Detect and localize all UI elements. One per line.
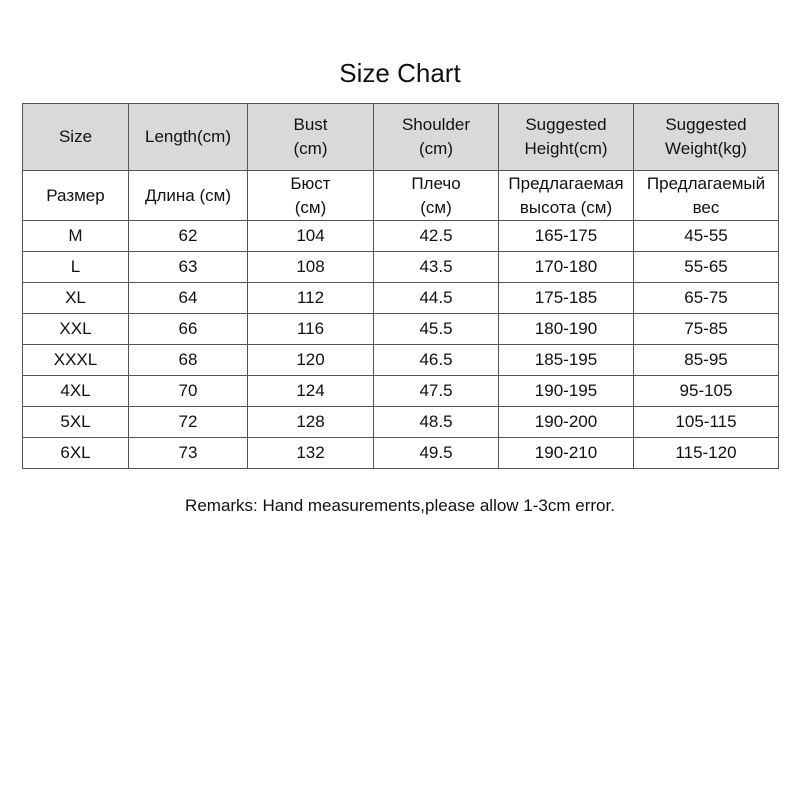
weight-cell: 85-95 [634,345,779,376]
header-text: Length(cm) [145,127,231,146]
size-cell: 6XL [23,438,129,469]
header-unit: вес [692,197,720,217]
table-row [23,345,779,376]
bust-cell: 112 [248,283,374,314]
table-row [23,252,779,283]
bust-cell: 116 [248,314,374,345]
height-cell: 190-195 [499,376,634,407]
bust-cell: 128 [248,407,374,438]
size-cell: L [23,252,129,283]
shoulder-cell: 47.5 [374,376,499,407]
header-unit: (см) [420,197,452,217]
table-row [23,407,779,438]
header-cell-bust [248,104,374,171]
height-cell: 165-175 [499,221,634,252]
header-row-russian [23,171,779,221]
length-cell: 63 [129,252,248,283]
header-cell-height-ru [499,171,634,221]
bust-cell: 124 [248,376,374,407]
weight-cell: 115-120 [634,438,779,469]
height-cell: 175-185 [499,283,634,314]
length-cell: 62 [129,221,248,252]
bust-cell: 132 [248,438,374,469]
size-cell: XL [23,283,129,314]
header-cell-bust-ru [248,171,374,221]
table-row [23,221,779,252]
table-row [23,283,779,314]
size-cell: XXL [23,314,129,345]
header-text: Предлагаемый [646,173,766,193]
header-unit: (cm) [293,139,328,158]
table-row [23,314,779,345]
size-cell: 5XL [23,407,129,438]
header-row-english [23,104,779,171]
weight-cell: 65-75 [634,283,779,314]
size-cell: M [23,221,129,252]
header-cell-shoulder-ru [374,171,499,221]
height-cell: 190-210 [499,438,634,469]
shoulder-cell: 49.5 [374,438,499,469]
header-unit: (cm) [419,139,453,158]
header-text: Плечо [411,173,461,193]
header-cell-height [499,104,634,171]
header-cell-length-ru [129,171,248,221]
header-cell-size [23,104,129,171]
header-unit: высота (см) [519,197,613,217]
length-cell: 68 [129,345,248,376]
height-cell: 170-180 [499,252,634,283]
height-cell: 185-195 [499,345,634,376]
weight-cell: 55-65 [634,252,779,283]
shoulder-cell: 48.5 [374,407,499,438]
length-cell: 66 [129,314,248,345]
shoulder-cell: 43.5 [374,252,499,283]
weight-cell: 75-85 [634,314,779,345]
shoulder-cell: 44.5 [374,283,499,314]
header-text: Suggested [525,115,607,134]
header-text: Бюст [290,173,331,193]
shoulder-cell: 46.5 [374,345,499,376]
size-cell: XXXL [23,345,129,376]
shoulder-cell: 42.5 [374,221,499,252]
bust-cell: 120 [248,345,374,376]
page-title: Size Chart [339,58,461,88]
header-unit: Weight(kg) [665,139,747,158]
header-text: Bust [293,115,328,134]
header-cell-shoulder [374,104,499,171]
header-cell-weight-ru [634,171,779,221]
height-cell: 180-190 [499,314,634,345]
table-row [23,438,779,469]
header-cell-weight [634,104,779,171]
header-text: Длина (см) [144,185,231,205]
header-cell-length [129,104,248,171]
length-cell: 64 [129,283,248,314]
size-table [22,103,779,469]
header-text: Предлагаемая [508,173,624,193]
header-unit: (см) [294,197,327,217]
length-cell: 72 [129,407,248,438]
table-row [23,376,779,407]
header-text: Suggested [665,115,747,134]
size-cell: 4XL [23,376,129,407]
header-cell-size-ru [23,171,129,221]
header-text: Размер [46,185,105,205]
weight-cell: 105-115 [634,407,779,438]
header-text: Size [58,127,93,146]
weight-cell: 45-55 [634,221,779,252]
shoulder-cell: 45.5 [374,314,499,345]
header-text: Shoulder [401,115,471,134]
length-cell: 70 [129,376,248,407]
length-cell: 73 [129,438,248,469]
header-unit: Height(cm) [524,139,608,158]
bust-cell: 108 [248,252,374,283]
remarks-note: Remarks: Hand measurements,please allow 1-3cm error. [185,496,615,515]
bust-cell: 104 [248,221,374,252]
weight-cell: 95-105 [634,376,779,407]
height-cell: 190-200 [499,407,634,438]
